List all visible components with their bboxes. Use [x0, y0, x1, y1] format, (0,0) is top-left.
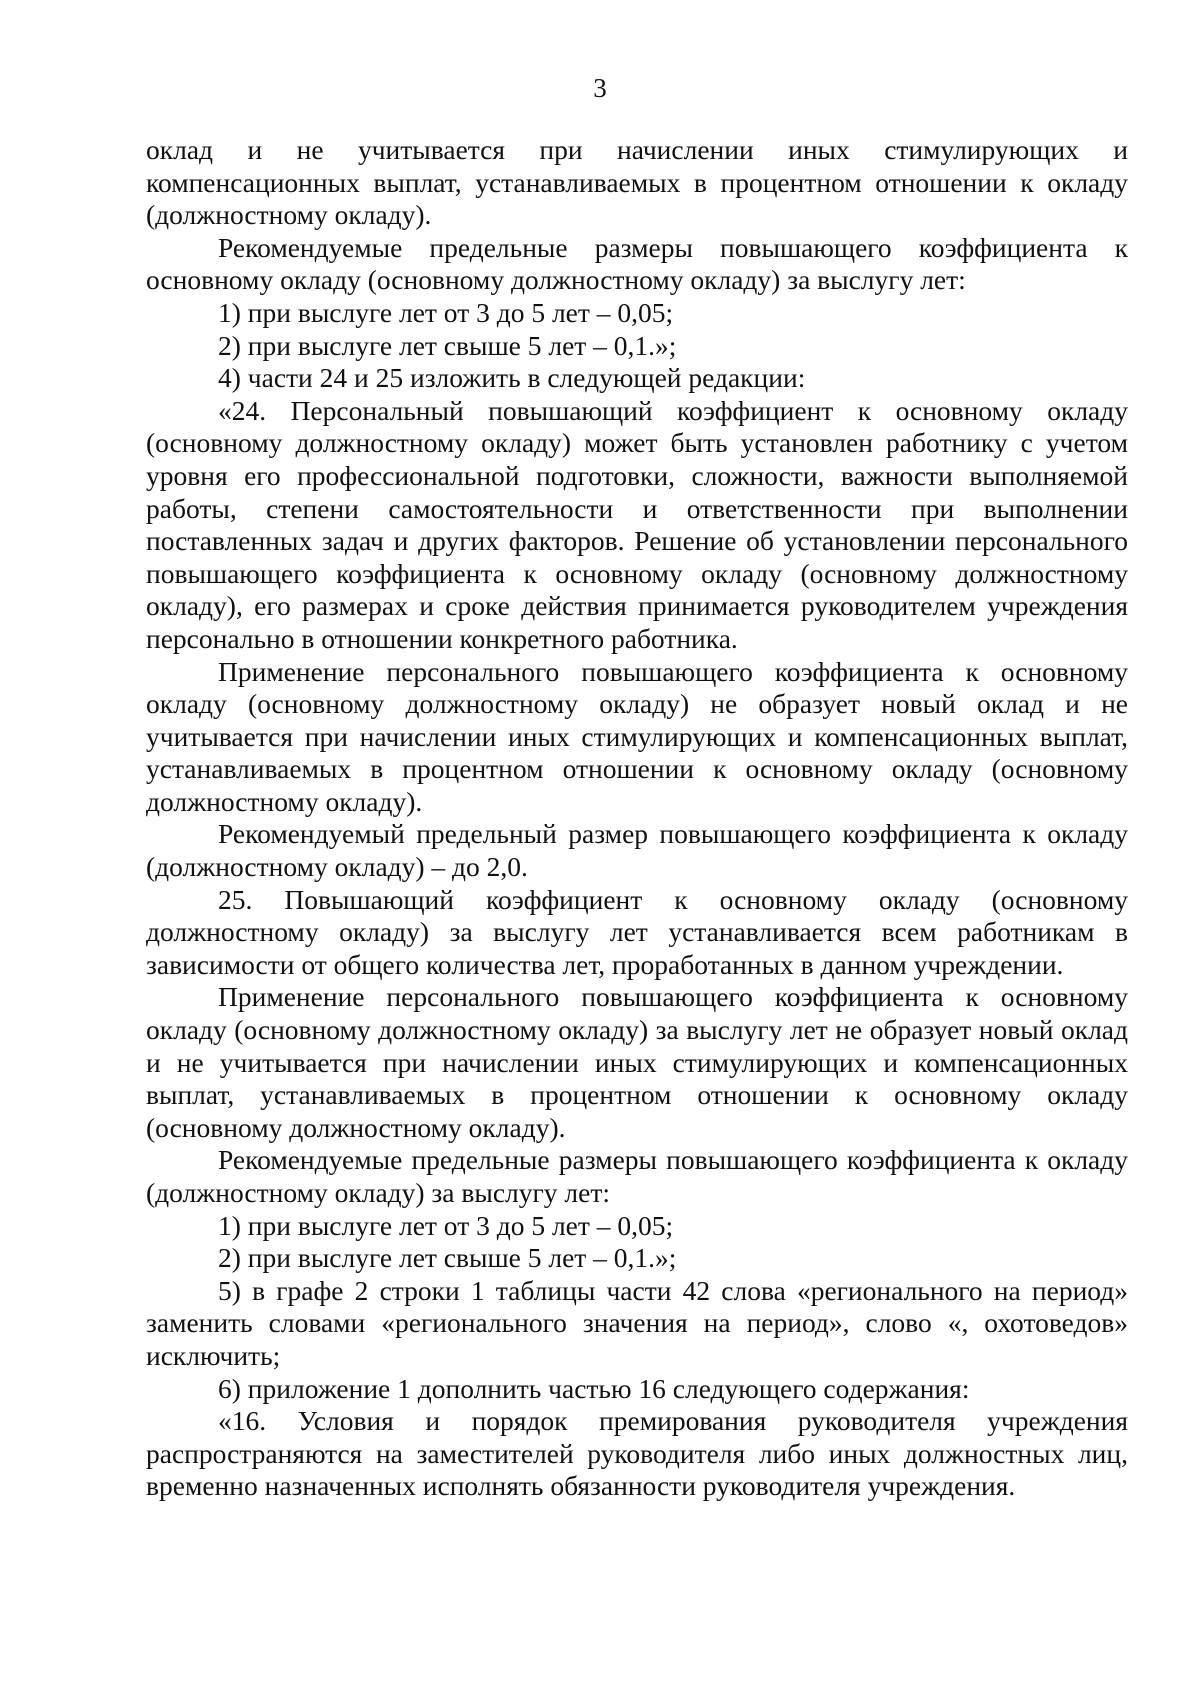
list-item: 1) при выслуге лет от 3 до 5 лет – 0,05; [218, 1209, 674, 1241]
list-item: 2) при выслуге лет свыше 5 лет – 0,1.»; [218, 329, 677, 361]
paragraph: «16. Условия и порядок премирования руководителя учреждения распространяются на заместителей руководителя либо иных должностных лиц, временно назначенных исполнять обязанности руководителя учреждения. [146, 1405, 1128, 1502]
list-item: 4) части 24 и 25 изложить в следующей редакции: [218, 362, 806, 394]
list-item: 6) приложение 1 дополнить частью 16 следующего содержания: [218, 1372, 970, 1404]
list-item: 2) при выслуге лет свыше 5 лет – 0,1.»; [218, 1242, 677, 1274]
paragraph: Применение персонального повышающего коэффициента к основному окладу (основному должностному окладу) за выслугу лет не образует новый оклад и не учитывается при начислении иных стимулирующих и компенсационных выплат, устанавливаемых в процентном отношении к основному окладу (основному должностному окладу). [146, 981, 1128, 1143]
paragraph: оклад и не учитывается при начислении иных стимулирующих и компенсационных выплат, устанавливаемых в процентном отношении к окладу (должностному окладу). [146, 134, 1128, 231]
paragraph: Рекомендуемые предельные размеры повышающего коэффициента к окладу (должностному окладу) за выслугу лет: [146, 1144, 1128, 1208]
list-item: 5) в графе 2 строки 1 таблицы части 42 слова «регионального на период» заменить словами «регионального значения на период», слово «, охотоведов» исключить; [146, 1274, 1128, 1371]
page-number: 3 [593, 73, 607, 103]
document-body [146, 134, 1128, 1503]
paragraph: Рекомендуемые предельные размеры повышающего коэффициента к основному окладу (основному должностному окладу) за выслугу лет: [146, 231, 1128, 296]
paragraph: «24. Персональный повышающий коэффициент к основному окладу (основному должностному окладу) может быть установлен работнику с учетом уровня его профессиональной подготовки, сложности, важности выполняемой работы, степени самостоятельности и ответственности при выполнении поставленных задач и других факторов. Решение об установлении персонального повышающего коэффициента к основному окладу (основному должностному окладу), его размерах и сроке действия принимается руководителем учреждения персонально в отношении конкретного работника. [146, 394, 1128, 654]
paragraph: 25. Повышающий коэффициент к основному окладу (основному должностному окладу) за выслугу лет устанавливается всем работникам в зависимости от общего количества лет, проработанных в данном учреждении. [146, 883, 1128, 980]
paragraph: Рекомендуемый предельный размер повышающего коэффициента к окладу (должностному окладу) – до 2,0. [146, 818, 1128, 883]
paragraph: Применение персонального повышающего коэффициента к основному окладу (основному должностному окладу) не образует новый оклад и не учитывается при начислении иных стимулирующих и компенсационных выплат, устанавливаемых в процентном отношении к основному окладу (основному должностному окладу). [146, 655, 1128, 817]
list-item: 1) при выслуге лет от 3 до 5 лет – 0,05; [218, 296, 674, 328]
